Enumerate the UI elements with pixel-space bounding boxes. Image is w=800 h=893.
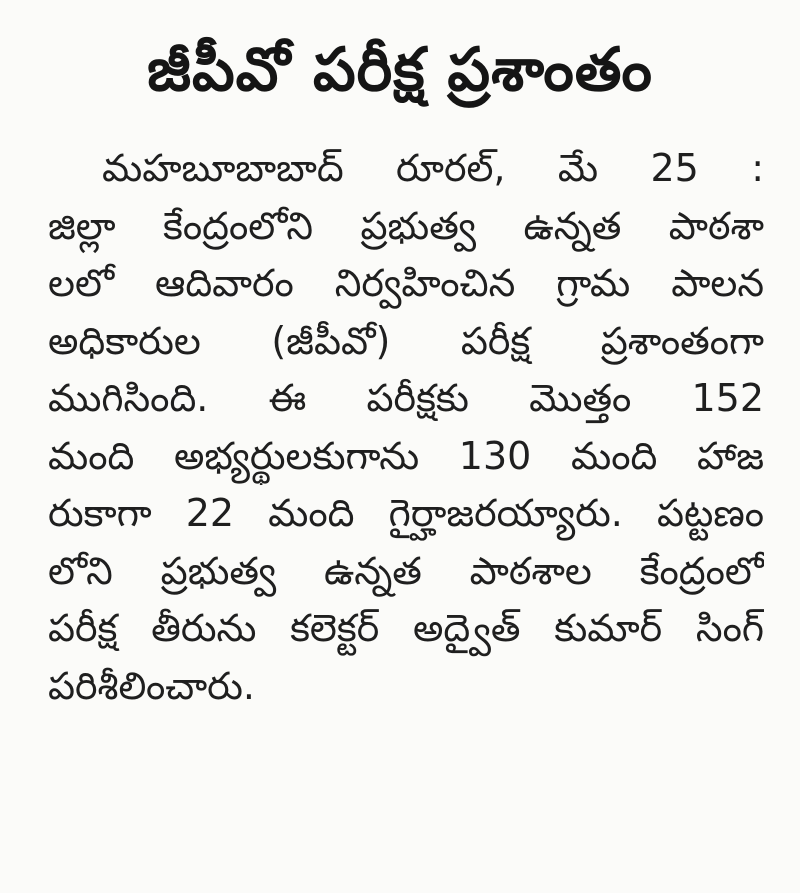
body-line: రుకాగా 22 మంది గైర్హాజరయ్యారు. పట్టణం xyxy=(48,491,764,535)
article-body xyxy=(48,140,764,715)
body-line: జిల్లా కేంద్రంలోని ప్రభుత్వ ఉన్నత పాఠశా xyxy=(48,203,764,248)
headline: జీపీవో పరీక్ష ప్రశాంతం xyxy=(147,35,653,105)
dateline: మహబూబాబాద్ రూరల్, మే 25 : xyxy=(102,146,764,190)
body-line: లోని ప్రభుత్వ ఉన్నత పాఠశాల కేంద్రంలో xyxy=(48,548,764,593)
body-line: పరీక్ష తీరును కలెక్టర్ అద్వైత్ కుమార్ సింగ్ xyxy=(48,606,764,650)
body-line: లలో ఆదివారం నిర్వహించిన గ్రామ పాలన xyxy=(48,261,764,305)
body-line: ముగిసింది. ఈ పరీక్షకు మొత్తం 152 xyxy=(48,376,764,420)
body-line: మంది అభ్యర్థులకుగాను 130 మంది హాజ xyxy=(48,433,764,478)
body-line: అధికారుల (జీపీవో) పరీక్ష ప్రశాంతంగా xyxy=(48,318,764,363)
body-line: పరిశీలించారు. xyxy=(48,663,255,708)
